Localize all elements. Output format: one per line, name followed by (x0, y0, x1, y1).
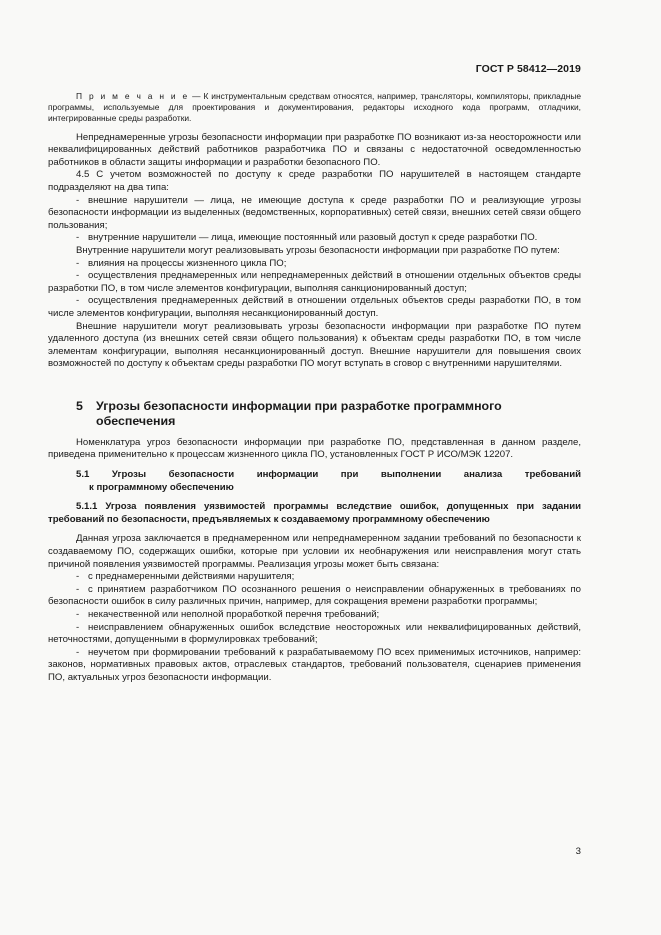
list-item: - с принятием разработчиком ПО осознанного решения о неисправлении обнаруженных в требованиях по безопасности ошибок в силу различных причин, например, для сокращения времени разработки программы; (48, 583, 581, 608)
document-header: ГОСТ Р 58412—2019 (475, 63, 581, 75)
subsection-heading-5-1: 5.1 Угрозы безопасности информации при выполнении анализа требований (76, 469, 581, 481)
paragraph: Внутренние нарушители могут реализовывать угрозы безопасности информации при разработке ПО путем: (76, 244, 560, 256)
paragraph: Данная угроза заключается в преднамеренном или непреднамеренном задании требований по безопасности к создаваемому ПО, содержащих ошибки, которые при условии их необнаружения или неисправления могут стать причиной появления уязвимостей программы. Реализация угрозы может быть связана: (48, 533, 581, 570)
list-item: - влияния на процессы жизненного цикла ПО; (76, 257, 287, 269)
page-number: 3 (575, 846, 581, 857)
section-intro: Номенклатура угроз безопасности информации при разработке ПО, представленная в данном разделе, приведена применительно к процессам жизненного цикла ПО, установленных ГОСТ Р ИСО/МЭК 12207. (48, 436, 581, 461)
note (48, 91, 581, 125)
note-label: П р и м е ч а н и е (76, 91, 190, 101)
section-heading: 5 Угрозы безопасности информации при разработке программного обеспечения (76, 398, 502, 429)
list-item: - с преднамеренными действиями нарушителя; (76, 571, 295, 583)
paragraph-clause-4-5: 4.5 С учетом возможностей по доступу к среде разработки ПО нарушителей в настоящем стандарте подразделяют на два типа: (48, 169, 581, 193)
subsection-heading-5-1-cont: к программному обеспечению (89, 481, 234, 493)
list-item: - внутренние нарушители — лица, имеющие постоянный или разовый доступ к среде разработки ПО. (76, 232, 538, 244)
list-item: - осуществления преднамеренных или непреднамеренных действий в отношении отдельных объектов среды разработки ПО, в том числе элементов конфигурации, выполняя санкционированный доступ; (48, 270, 581, 294)
note-text: — К инструментальным средствам относятся, например, трансляторы, компиляторы, прикладные программы, используемые для проектирования и документирования, редакторы исходного кода программ, отладчики, интегрированные среды разработки. (48, 91, 581, 124)
paragraph: Непреднамеренные угрозы безопасности информации при разработке ПО возникают из-за неосторожности или неквалифицированных действий работников разработчика ПО и связаны с недостаточной осведомленностью работников в области защиты информации и разработки безопасного ПО. (48, 131, 581, 168)
list-item: - осуществления преднамеренных действий в отношении отдельных объектов среды разработки ПО, в том числе элементов конфигурации, выполняя несанкционированный доступ. (48, 295, 581, 319)
list-item: - внешние нарушители — лица, не имеющие доступа к среде разработки ПО и реализующие угрозы безопасности информации из выделенных (ведомственных, корпоративных) сетей связи, внешних сетей связи общего пользования; (48, 194, 581, 231)
list-item: - неучетом при формировании требований к разрабатываемому ПО всех применимых источников, например: законов, нормативных правовых актов, отраслевых стандартов, требований пользователя, сценариев применения ПО, актуальных угроз безопасности информации. (48, 646, 581, 683)
paragraph: Внешние нарушители могут реализовывать угрозы безопасности информации при разработке ПО путем удаленного доступа (из внешних сетей связи общего пользования) к объектам среды разработки ПО, в том числе элементам конфигурации, выполняя несанкционированный доступ. Внешние нарушители для повышения своих возможностей по доступу к объектам среды разработки ПО могут вступать в сговор с внутренними нарушителями. (48, 320, 581, 370)
list-item: - некачественной или неполной проработкой перечня требований; (76, 609, 380, 621)
document-body (48, 91, 581, 685)
subsection-heading-5-1-1: 5.1.1 Угроза появления уязвимостей программы вследствие ошибок, допущенных при задании требований по безопасности, предъявляемых к создаваемому программному обеспечению (48, 501, 581, 525)
list-item: - неисправлением обнаруженных ошибок вследствие неосторожных или неквалифицированных действий, неточностями, допущенными в формулировках требований; (48, 621, 581, 646)
